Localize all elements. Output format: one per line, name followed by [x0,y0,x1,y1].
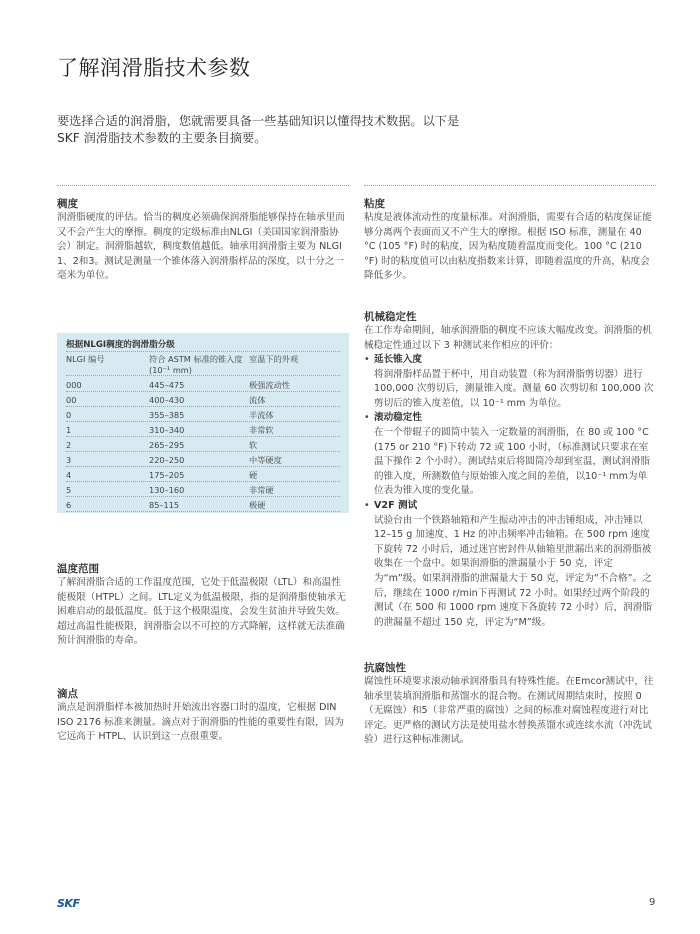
appearance: 非常硬 [249,485,274,495]
viscosity-text: 粘度是液体流动性的度量标准。对润滑脂，需要有合适的粘度保证能够分离两个表面而又不产生大的摩擦。根据 ISO 标准，测量在 40 °C (105 °F) 时的粘度，因为粘度随着温度而变化。100 °C (210 °F) 时的粘度值可以由粘度指数来计算，即随着温度的升高，粘度会降低多少。 [364,212,652,282]
intro-paragraph: 要选择合适的润滑脂，您就需要具备一些基础知识以懂得技术数据。以下是 SKF 润滑脂技术参数的主要条目摘要。 [57,114,460,145]
appearance: 非常软 [249,425,274,435]
appearance: 硬 [249,470,258,480]
stability-tests-list [364,353,656,630]
test-title: 延长锥入度 [374,354,422,365]
penetration-range: 130–160 [149,485,185,495]
col-header-penetration: 符合 ASTM 标准的锥入度 (10⁻¹ mm) [149,354,243,375]
penetration-range: 445–475 [149,380,185,390]
penetration-range: 85–115 [149,500,180,510]
table-row [57,452,349,467]
table-row [57,437,349,452]
list-item [364,353,656,411]
appearance: 中等硬度 [249,455,282,465]
page-title: 了解润滑脂技术参数 [57,56,251,80]
list-item [364,499,656,630]
table-row [57,497,349,512]
nlgi-grade: 4 [66,470,72,480]
penetration-range: 175–205 [149,470,185,480]
test-description: 试验台由一个铁路轴箱和产生振动冲击的冲击锤组成，冲击锤以 12–15 g 加速度、1 Hz 的冲击频率冲击轴箱。在 500 rpm 速度下旋转 72 小时后，通过迷宫密封件从轴箱里泄漏出来的润滑脂被收集在一个盘中。如果润滑脂的泄漏量小于 50 克，评定为“m”级。如果润滑脂的泄漏量大于 50 克，评定为“不合格”。之后，继续在 1000 r/min下再测试 72 小时。如果经过两个阶段的测试（在 500 和 1000 rpm 速度下各旋转 72 小时）后，润滑脂的泄漏量不超过 150 克，评定为“M”级。 [374,514,652,628]
nlgi-grade: 00 [66,395,77,405]
test-title: 滚动稳定性 [374,412,422,424]
dropping-point-text: 滴点是润滑脂样本被加热时开始流出容器口时的温度，它根据 DIN ISO 2176 标准来测量。滴点对于润滑脂的性能的重要性有限，因为它远高于 HTPL、认识到这一点很重要。 [57,702,344,743]
mechanical-stability-heading: 机械稳定性 [364,311,417,323]
consistency-text: 润滑脂硬度的评估。恰当的稠度必须确保润滑脂能够保持在轴承里而又不会产生大的摩擦。稠度的定级标准由NLGI（美国国家润滑脂协会）制定。润滑脂越软，稠度数值越低。轴承用润滑脂主要为 NLGI 1、2和3。测试是测量一个锥体落入润滑脂样品的深度，以十分之一毫米为单位。 [57,212,345,282]
appearance: 流体 [249,395,266,405]
corrosion-text: 腐蚀性环境要求滚动轴承润滑脂具有特殊性能。在Emcor测试中，往轴承里装填润滑脂和蒸馏水的混合物。在测试周期结束时，按照 0（无腐蚀）和5（非常严重的腐蚀）之间的标准对腐蚀程度进行对比评定。更严格的测试方法是使用盐水替换蒸馏水或连续水流（冲洗试验）进行这种标准测试。 [364,676,654,746]
table-row [57,467,349,482]
appearance: 半流体 [249,410,274,420]
test-description: 在一个带辊子的圆筒中装入一定数量的润滑脂，在 80 或 100 °C (175 or 210 °F)下转动 72 或 100 小时，（标准测试只要求在室温下操作 2 个小时）。测试结束后将圆筒冷却到室温，测试润滑脂的锥入度，所测数值与原始锥入度之间的差值，以10⁻¹ mm为单位表为锥入度的变化量。 [374,426,651,497]
nlgi-grade: 3 [66,455,72,465]
corrosion-heading: 抗腐蚀性 [364,662,406,674]
penetration-range: 265–295 [149,440,185,450]
penetration-range: 355–385 [149,410,185,420]
nlgi-grade: 6 [66,500,72,510]
appearance: 软 [249,440,258,450]
appearance: 极强流动性 [249,380,290,390]
table-row [57,482,349,497]
penetration-range: 310–340 [149,425,185,435]
nlgi-table [57,333,349,513]
nlgi-grade: 000 [66,380,82,390]
table-divider [66,511,340,513]
temperature-heading: 温度范围 [57,563,99,575]
consistency-heading: 稠度 [57,198,78,210]
test-title: V2F 测试 [374,499,418,511]
table-row [57,422,349,437]
temperature-text: 了解润滑脂合适的工作温度范围，它处于低温极限（LTL）和高温性能极限（HTPL）之间。LTL定义为低温极限，指的是润滑脂使轴承无困难启动的最低温度。低于这个极限温度，会发生贫油并导致失效。超过高温性能极限，润滑脂会以不可控的方式降解，这样就无法准确预计润滑脂的寿命。 [57,577,346,647]
section-divider [57,185,349,187]
col-header-appearance: 室温下的外观 [249,354,299,364]
table-row [57,407,349,422]
table-row [57,392,349,407]
nlgi-grade: 2 [66,440,72,450]
table-row [57,377,349,392]
skf-logo: SKF [57,897,80,910]
section-divider [364,185,656,187]
table-divider [66,351,340,353]
nlgi-grade: 5 [66,485,72,495]
viscosity-heading: 粘度 [364,198,385,210]
list-item [364,411,656,499]
test-description: 将润滑脂样品置于杯中，用自动装置（称为润滑脂剪切器）进行 100,000 次剪切后，测量锥入度。测量 60 次剪切和 100,000 次剪切后的锥入度差值，以 10⁻¹ mm 为单位。 [374,368,654,409]
nlgi-table-caption: 根据NLGI稠度的润滑脂分级 [66,340,175,350]
mechanical-stability-text: 在工作寿命期间，轴承润滑脂的稠度不应该大幅度改变。润滑脂的机械稳定性通过以下 3 种测试来作相应的评价： [364,325,652,351]
page-number: 9 [649,897,656,908]
col-header-nlgi: NLGI 编号 [66,354,105,364]
nlgi-grade: 0 [66,410,72,420]
dropping-point-heading: 滴点 [57,688,78,700]
penetration-range: 400–430 [149,395,185,405]
appearance: 极硬 [249,500,266,510]
penetration-range: 220–250 [149,455,185,465]
nlgi-grade: 1 [66,425,72,435]
